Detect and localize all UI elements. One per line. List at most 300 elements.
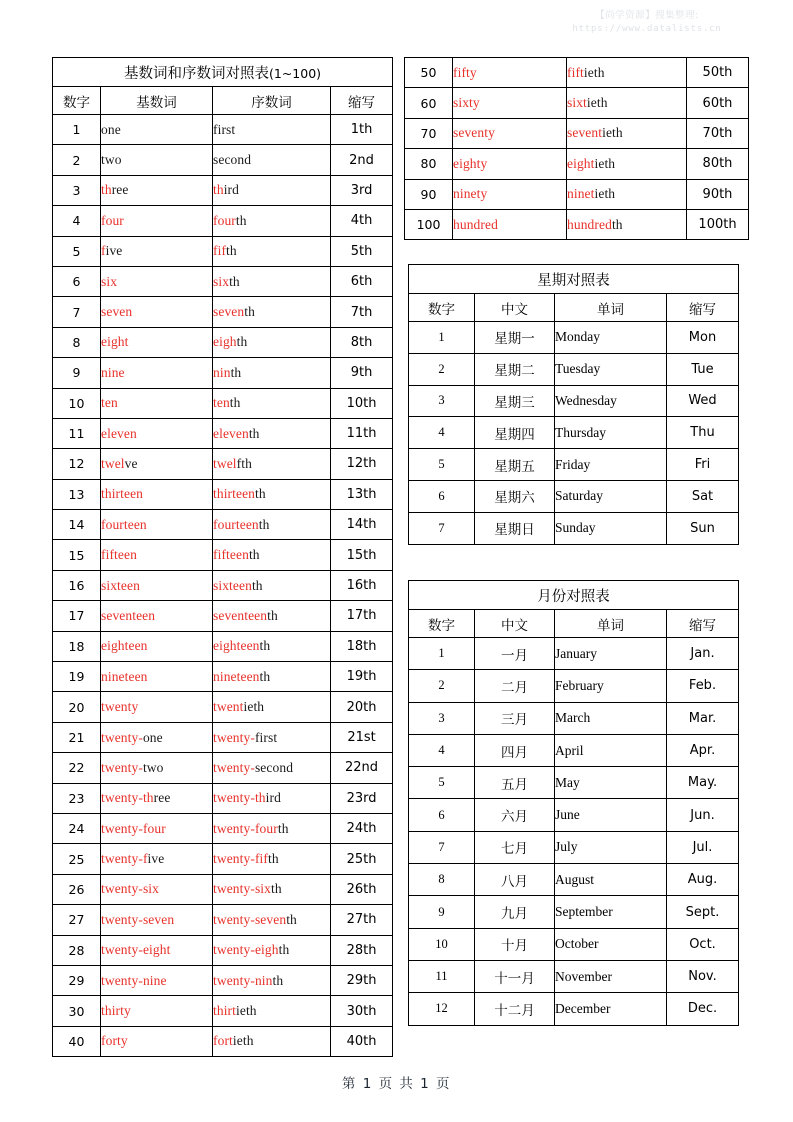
cell-chinese: 四月 xyxy=(475,734,555,766)
watermark-url-line: https://www.datalists.cn xyxy=(572,23,722,34)
word-root: twenty- xyxy=(101,759,143,775)
cell-word: Thursday xyxy=(555,417,667,449)
cell-number: 60 xyxy=(405,88,453,118)
table-row xyxy=(53,753,393,783)
cell-cardinal xyxy=(453,149,567,179)
table-row xyxy=(405,209,749,239)
cell-number: 8 xyxy=(409,864,475,896)
cell-cardinal xyxy=(453,118,567,148)
word-root: ten xyxy=(213,395,230,411)
cell-abbreviation: 13th xyxy=(331,479,393,509)
word-root: seven xyxy=(213,304,245,320)
cell-chinese: 二月 xyxy=(475,670,555,702)
cell-number: 19 xyxy=(53,662,101,692)
table-row xyxy=(53,783,393,813)
cell-cardinal xyxy=(101,175,213,205)
word-root: twenty-th xyxy=(213,790,266,806)
cell-number: 100 xyxy=(405,209,453,239)
cell-number: 6 xyxy=(409,480,475,512)
table-row xyxy=(53,1026,393,1056)
word-suffix: th xyxy=(255,486,266,502)
cell-chinese: 十一月 xyxy=(475,960,555,992)
cell-ordinal xyxy=(213,601,331,631)
cell-chinese: 七月 xyxy=(475,831,555,863)
table-row xyxy=(53,327,393,357)
word-suffix: ieth xyxy=(586,95,608,111)
cell-abbreviation: 80th xyxy=(687,149,749,179)
word-root: th xyxy=(213,182,224,198)
cell-number: 9 xyxy=(53,358,101,388)
word-root: eleven xyxy=(213,425,249,441)
word-suffix: th xyxy=(251,577,263,593)
cell-ordinal xyxy=(213,570,331,600)
table-row xyxy=(53,418,393,448)
cell-abbreviation: Feb. xyxy=(667,670,739,702)
cell-abbreviation: 50th xyxy=(687,58,749,88)
cell-abbreviation: May. xyxy=(667,767,739,799)
word-suffix: ieth xyxy=(583,64,605,80)
cell-number: 2 xyxy=(409,670,475,702)
word-root: fourteen xyxy=(101,516,147,532)
word-suffix: th xyxy=(277,820,289,836)
cell-cardinal xyxy=(101,996,213,1026)
month-header-row xyxy=(409,610,739,638)
cell-cardinal xyxy=(101,753,213,783)
cell-ordinal xyxy=(567,209,687,239)
cell-ordinal xyxy=(213,266,331,296)
week-header-abbr: 缩写 xyxy=(667,294,739,322)
cell-abbreviation: 19th xyxy=(331,662,393,692)
table-row xyxy=(53,115,393,145)
cell-abbreviation: Jun. xyxy=(667,799,739,831)
table-row xyxy=(53,388,393,418)
table-row xyxy=(53,479,393,509)
word-root: twenty- xyxy=(213,729,255,745)
table-row xyxy=(405,118,749,148)
watermark xyxy=(512,10,782,35)
word-suffix: th xyxy=(272,972,284,988)
month-table xyxy=(408,580,739,1026)
cell-number: 2 xyxy=(409,353,475,385)
cell-ordinal xyxy=(213,358,331,388)
cell-abbreviation: Oct. xyxy=(667,928,739,960)
word-suffix: ieth xyxy=(243,699,265,715)
word-root: twenty-eight xyxy=(101,942,171,958)
word-suffix: th xyxy=(226,243,237,259)
table-row xyxy=(409,960,739,992)
cell-cardinal xyxy=(101,327,213,357)
cell-number: 2 xyxy=(53,145,101,175)
cell-cardinal xyxy=(101,236,213,266)
cell-word: Monday xyxy=(555,322,667,354)
cell-cardinal xyxy=(101,935,213,965)
table-row xyxy=(53,540,393,570)
cell-abbreviation: 2nd xyxy=(331,145,393,175)
cell-abbreviation: Mon xyxy=(667,322,739,354)
word-suffix: one xyxy=(142,729,163,745)
word-root: eigh xyxy=(213,334,237,350)
cell-abbreviation: 70th xyxy=(687,118,749,148)
page-footer: 第 1 页 共 1 页 xyxy=(341,1076,452,1092)
word-root: nineteen xyxy=(213,668,260,684)
cell-number: 5 xyxy=(409,449,475,481)
cell-word: July xyxy=(555,831,667,863)
header-cardinal: 基数词 xyxy=(101,87,213,115)
word-root: twenty-f xyxy=(101,851,148,867)
word-root: fift xyxy=(567,64,584,80)
week-title-row xyxy=(409,265,739,294)
cell-abbreviation: 9th xyxy=(331,358,393,388)
cell-number: 5 xyxy=(409,767,475,799)
word-suffix: two xyxy=(101,152,122,168)
word-root: eight xyxy=(567,155,595,171)
cell-ordinal xyxy=(213,631,331,661)
word-suffix: th xyxy=(267,607,278,623)
cell-ordinal xyxy=(213,722,331,752)
cell-abbreviation: 28th xyxy=(331,935,393,965)
word-root: four xyxy=(213,212,236,228)
cell-ordinal xyxy=(213,297,331,327)
cell-word: September xyxy=(555,896,667,928)
word-suffix: th xyxy=(259,668,271,684)
cell-number: 28 xyxy=(53,935,101,965)
word-root: twenty-four xyxy=(213,820,278,836)
cardinal-right-body xyxy=(405,58,749,240)
table-row xyxy=(405,179,749,209)
cell-abbreviation: 8th xyxy=(331,327,393,357)
cell-cardinal xyxy=(101,874,213,904)
cell-number: 3 xyxy=(409,702,475,734)
table-row xyxy=(53,813,393,843)
cell-chinese: 星期二 xyxy=(475,353,555,385)
cell-abbreviation: Sun xyxy=(667,512,739,544)
cell-ordinal xyxy=(213,965,331,995)
cell-number: 6 xyxy=(409,799,475,831)
word-suffix: th xyxy=(259,638,271,654)
word-root: twenty-six xyxy=(101,881,159,897)
cell-ordinal xyxy=(213,479,331,509)
cell-cardinal xyxy=(101,358,213,388)
cell-chinese: 六月 xyxy=(475,799,555,831)
header-abbr: 缩写 xyxy=(331,87,393,115)
cell-ordinal xyxy=(213,449,331,479)
word-root: hundred xyxy=(453,216,498,232)
cell-abbreviation: 100th xyxy=(687,209,749,239)
cell-ordinal xyxy=(213,206,331,236)
cell-cardinal xyxy=(101,266,213,296)
cell-number: 26 xyxy=(53,874,101,904)
cell-number: 6 xyxy=(53,266,101,296)
cell-number: 24 xyxy=(53,813,101,843)
table-row xyxy=(53,358,393,388)
table-row xyxy=(53,662,393,692)
word-root: eighty xyxy=(453,155,488,171)
word-root: forty xyxy=(101,1033,128,1049)
cell-chinese: 星期日 xyxy=(475,512,555,544)
cell-word: May xyxy=(555,767,667,799)
cell-word: Saturday xyxy=(555,480,667,512)
cell-number: 23 xyxy=(53,783,101,813)
word-suffix: th xyxy=(229,395,241,411)
cell-abbreviation: 1th xyxy=(331,115,393,145)
month-table-body xyxy=(409,638,739,1026)
table-row xyxy=(409,480,739,512)
word-suffix: th xyxy=(248,425,260,441)
cell-number: 14 xyxy=(53,510,101,540)
cell-number: 4 xyxy=(53,206,101,236)
cardinal-ordinal-table-right xyxy=(404,57,749,240)
cell-chinese: 一月 xyxy=(475,638,555,670)
cell-number: 5 xyxy=(53,236,101,266)
word-suffix: ieth xyxy=(594,186,616,202)
table-row xyxy=(409,767,739,799)
cell-ordinal xyxy=(213,935,331,965)
week-header-number: 数字 xyxy=(409,294,475,322)
word-suffix: th xyxy=(271,881,282,897)
table-header-row xyxy=(53,87,393,115)
cell-number: 30 xyxy=(53,996,101,1026)
cell-abbreviation: 18th xyxy=(331,631,393,661)
cell-abbreviation: Apr. xyxy=(667,734,739,766)
word-suffix: ree xyxy=(153,790,171,806)
word-suffix: first xyxy=(254,729,278,745)
cell-ordinal xyxy=(213,510,331,540)
cell-abbreviation: 16th xyxy=(331,570,393,600)
table-row xyxy=(405,149,749,179)
cell-chinese: 星期五 xyxy=(475,449,555,481)
cell-abbreviation: Jul. xyxy=(667,831,739,863)
cell-chinese: 九月 xyxy=(475,896,555,928)
cell-abbreviation: 21st xyxy=(331,722,393,752)
cell-ordinal xyxy=(213,418,331,448)
word-root: sixty xyxy=(453,95,480,111)
word-suffix: th xyxy=(229,273,240,289)
cell-abbreviation: 30th xyxy=(331,996,393,1026)
table-row xyxy=(405,58,749,88)
table-row xyxy=(53,297,393,327)
cell-number: 7 xyxy=(409,512,475,544)
table-row xyxy=(53,145,393,175)
word-root: six xyxy=(101,273,118,289)
cell-abbreviation: 20th xyxy=(331,692,393,722)
cell-abbreviation: 7th xyxy=(331,297,393,327)
word-root: thirteen xyxy=(213,486,256,502)
month-header-abbr: 缩写 xyxy=(667,610,739,638)
word-suffix: th xyxy=(230,364,242,380)
word-suffix: second xyxy=(254,759,294,775)
cell-abbreviation: 60th xyxy=(687,88,749,118)
table-row xyxy=(53,935,393,965)
word-suffix: ieth xyxy=(236,1003,257,1019)
cell-cardinal xyxy=(453,88,567,118)
cell-cardinal xyxy=(453,209,567,239)
cell-chinese: 星期四 xyxy=(475,417,555,449)
cell-cardinal xyxy=(101,540,213,570)
table-row xyxy=(53,965,393,995)
cardinal-table-title xyxy=(53,58,393,87)
cell-cardinal xyxy=(101,905,213,935)
word-suffix: ve xyxy=(124,455,138,471)
cell-number: 13 xyxy=(53,479,101,509)
word-root: f xyxy=(101,243,106,259)
cell-abbreviation: 29th xyxy=(331,965,393,995)
word-suffix: ive xyxy=(147,851,165,867)
cell-ordinal xyxy=(213,388,331,418)
table-row xyxy=(53,449,393,479)
cell-number: 17 xyxy=(53,601,101,631)
word-root: thirteen xyxy=(101,486,144,502)
cell-ordinal xyxy=(213,692,331,722)
cell-chinese: 十月 xyxy=(475,928,555,960)
word-suffix: two xyxy=(142,759,164,775)
cardinal-left-body xyxy=(53,115,393,1057)
cell-cardinal xyxy=(101,722,213,752)
title-range-text: (1~100) xyxy=(269,65,322,81)
word-root: twenty xyxy=(101,699,139,715)
cell-number: 1 xyxy=(409,322,475,354)
week-header-row xyxy=(409,294,739,322)
word-suffix: th xyxy=(278,942,290,958)
word-root: seventeen xyxy=(213,607,268,623)
cell-abbreviation: Wed xyxy=(667,385,739,417)
cell-chinese: 十二月 xyxy=(475,993,555,1025)
cell-word: January xyxy=(555,638,667,670)
word-root: eighteen xyxy=(101,638,148,654)
month-header-number: 数字 xyxy=(409,610,475,638)
word-root: twenty-four xyxy=(101,820,166,836)
word-root: twenty-nin xyxy=(213,972,273,988)
table-row xyxy=(53,874,393,904)
cell-chinese: 八月 xyxy=(475,864,555,896)
cell-abbreviation: Jan. xyxy=(667,638,739,670)
cell-number: 3 xyxy=(409,385,475,417)
word-root: ninety xyxy=(453,186,488,202)
word-root: fifteen xyxy=(213,547,249,563)
cell-abbreviation: 90th xyxy=(687,179,749,209)
cell-cardinal xyxy=(101,570,213,600)
cell-ordinal xyxy=(213,844,331,874)
word-suffix: th xyxy=(248,547,260,563)
word-suffix: ird xyxy=(223,182,239,198)
cardinal-ordinal-table-left xyxy=(52,57,393,1057)
cell-word: February xyxy=(555,670,667,702)
cell-abbreviation: 12th xyxy=(331,449,393,479)
word-suffix: th xyxy=(611,216,623,232)
cell-number: 25 xyxy=(53,844,101,874)
cell-cardinal xyxy=(453,179,567,209)
cell-number: 4 xyxy=(409,734,475,766)
table-row xyxy=(405,88,749,118)
cell-word: April xyxy=(555,734,667,766)
table-row xyxy=(409,993,739,1025)
table-title-row xyxy=(53,58,393,87)
table-row xyxy=(53,175,393,205)
cell-number: 22 xyxy=(53,753,101,783)
cell-number: 10 xyxy=(409,928,475,960)
word-root: eighteen xyxy=(213,638,260,654)
table-row xyxy=(53,570,393,600)
cell-abbreviation: 3rd xyxy=(331,175,393,205)
table-row xyxy=(409,734,739,766)
word-root: fif xyxy=(213,243,227,259)
cell-abbreviation: 15th xyxy=(331,540,393,570)
cell-ordinal xyxy=(567,179,687,209)
cell-number: 15 xyxy=(53,540,101,570)
cell-number: 11 xyxy=(409,960,475,992)
cell-cardinal xyxy=(101,479,213,509)
cell-number: 20 xyxy=(53,692,101,722)
cell-ordinal xyxy=(213,145,331,175)
cell-abbreviation: Sat xyxy=(667,480,739,512)
cell-cardinal xyxy=(101,145,213,175)
cell-cardinal xyxy=(101,783,213,813)
word-suffix: ird xyxy=(265,790,281,806)
cell-ordinal xyxy=(213,874,331,904)
cell-cardinal xyxy=(101,692,213,722)
cell-ordinal xyxy=(213,175,331,205)
cell-abbreviation: 40th xyxy=(331,1026,393,1056)
week-header-chinese: 中文 xyxy=(475,294,555,322)
cell-chinese: 五月 xyxy=(475,767,555,799)
cell-word: Tuesday xyxy=(555,353,667,385)
word-root: seventeen xyxy=(101,607,156,623)
table-row xyxy=(409,702,739,734)
cell-chinese: 三月 xyxy=(475,702,555,734)
cell-abbreviation: Thu xyxy=(667,417,739,449)
cell-word: Friday xyxy=(555,449,667,481)
cell-word: October xyxy=(555,928,667,960)
word-suffix: ieth xyxy=(594,155,616,171)
cell-abbreviation: 4th xyxy=(331,206,393,236)
word-root: twenty-seven xyxy=(213,911,287,927)
cell-abbreviation: Sept. xyxy=(667,896,739,928)
cell-ordinal xyxy=(213,905,331,935)
cell-abbreviation: Nov. xyxy=(667,960,739,992)
cell-ordinal xyxy=(567,58,687,88)
table-row xyxy=(53,996,393,1026)
table-row xyxy=(409,385,739,417)
cell-number: 3 xyxy=(53,175,101,205)
month-header-chinese: 中文 xyxy=(475,610,555,638)
table-row xyxy=(409,322,739,354)
table-row xyxy=(53,236,393,266)
cell-abbreviation: 25th xyxy=(331,844,393,874)
table-row xyxy=(409,512,739,544)
cell-abbreviation: Tue xyxy=(667,353,739,385)
word-suffix: ieth xyxy=(602,125,623,141)
table-row xyxy=(53,722,393,752)
word-suffix: th xyxy=(267,851,279,867)
title-main-text: 基数词和序数词对照表 xyxy=(124,65,269,82)
word-root: twenty- xyxy=(213,759,255,775)
weekday-table xyxy=(408,264,739,545)
cell-number: 7 xyxy=(409,831,475,863)
table-row xyxy=(53,510,393,540)
cell-chinese: 星期六 xyxy=(475,480,555,512)
watermark-source-line: 【尚学资源】搜集整理: xyxy=(595,10,699,21)
cell-cardinal xyxy=(453,58,567,88)
cell-ordinal xyxy=(567,149,687,179)
week-table-title: 星期对照表 xyxy=(409,265,739,294)
cell-chinese: 星期一 xyxy=(475,322,555,354)
word-root: thirt xyxy=(213,1003,236,1019)
cell-ordinal xyxy=(213,753,331,783)
word-root: seventy xyxy=(453,125,495,141)
cell-word: December xyxy=(555,993,667,1025)
cell-number: 16 xyxy=(53,570,101,600)
cell-chinese: 星期三 xyxy=(475,385,555,417)
word-suffix: fth xyxy=(236,455,252,471)
